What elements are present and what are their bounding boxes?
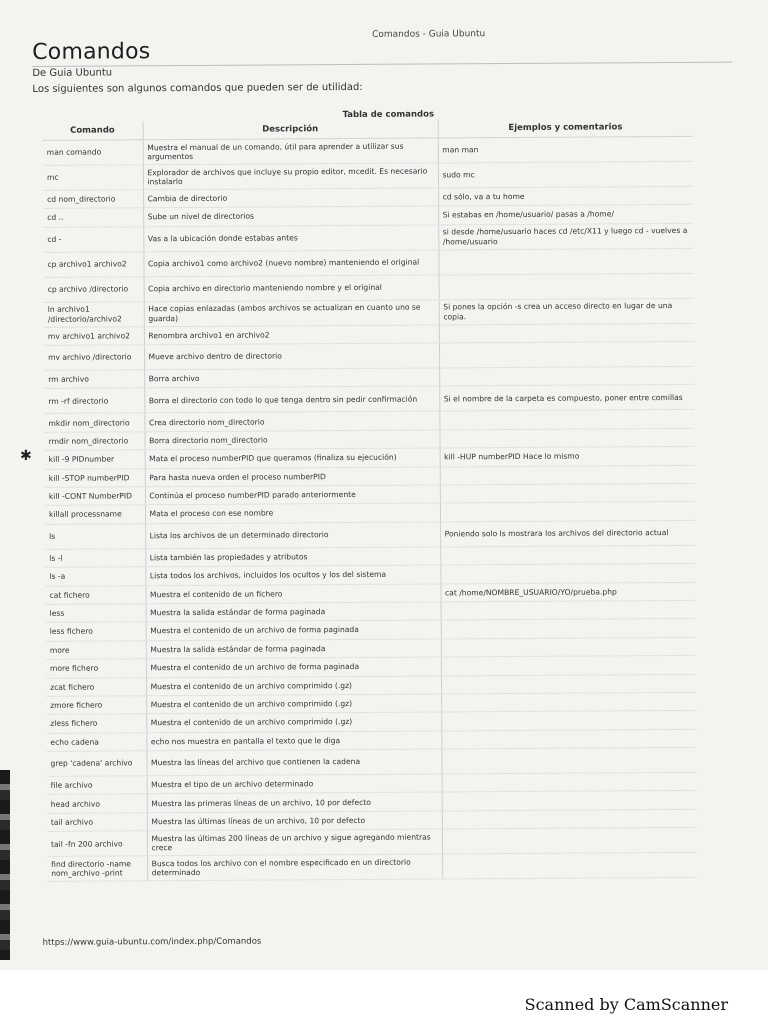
cell-comment: cat /home/NOMBRE_USUARIO/YO/prueba.php [440, 582, 695, 602]
cell-comment [439, 428, 694, 448]
cell-description: Muestra las primeras líneas de un archivo, 10 por defecto [147, 792, 442, 812]
cell-comment [441, 637, 696, 657]
cell-comment [441, 692, 696, 712]
cell-description: Sube un nivel de directorios [143, 206, 438, 226]
cell-command: grep 'cadena' archivo [46, 751, 146, 777]
running-header: Comandos - Guia Ubuntu [372, 29, 486, 40]
cell-command: cp archivo /directorio [44, 276, 144, 302]
cell-comment [439, 366, 694, 386]
cell-command: ls -a [45, 567, 145, 586]
cell-comment: Si el nombre de la carpeta es compuesto, poner entre comillas [439, 385, 694, 412]
cell-comment [439, 410, 694, 430]
cell-description: echo nos muestra en pantalla el texto que le diga [146, 731, 441, 751]
cell-description: Crea directorio nom_directorio [144, 411, 439, 431]
cell-command: head archivo [47, 794, 147, 813]
cell-description: Muestra el tipo de un archivo determinado [147, 774, 442, 794]
cell-command: kill -STOP numberPID [45, 468, 145, 487]
cell-comment [440, 483, 695, 503]
cell-comment [442, 828, 697, 855]
cell-command: ls -l [45, 549, 145, 568]
cell-command: kill -9 PIDnumber [45, 450, 145, 469]
table-body [43, 136, 698, 881]
page-content [22, 18, 753, 967]
cell-description: Muestra las últimas líneas de un archivo, 10 por defecto [147, 811, 442, 831]
cell-command: rm archivo [44, 370, 144, 389]
cell-comment [441, 656, 696, 676]
cell-comment [441, 711, 696, 731]
header-ejemplos: Ejemplos y comentarios [438, 118, 693, 138]
cell-description: Muestra las últimas 200 líneas de un archivo y sigue agregando mientras crece [147, 829, 442, 856]
cell-command: cd - [43, 226, 143, 252]
cell-command: cat fichero [45, 585, 145, 604]
cell-description: Muestra el contenido de un archivo comprimido (.gz) [146, 675, 441, 695]
cell-command: file archivo [47, 776, 147, 795]
cell-comment [441, 729, 696, 749]
cell-description: Muestra el contenido de un archivo de forma paginada [146, 620, 441, 640]
page-subtitle: De Guia Ubuntu [32, 67, 113, 79]
cell-comment: sudo mc [438, 161, 693, 188]
cell-description: Mata el proceso con ese nombre [145, 503, 440, 523]
cell-comment [439, 323, 694, 343]
cell-comment: cd sólo, va a tu home [438, 186, 693, 206]
cell-command: cd nom_directorio [43, 190, 143, 209]
cell-description: Lista los archivos de un determinado directorio [145, 522, 440, 549]
cell-comment [441, 619, 696, 639]
intro-text: Los siguientes son algunos comandos que pueden ser de utilidad: [32, 81, 363, 95]
cell-description: Lista todos los archivos, incluidos los ocultos y los del sistema [145, 565, 440, 585]
cell-description: Borra directorio nom_directorio [145, 430, 440, 450]
cell-description: Mueve archivo dentro de directorio [144, 343, 439, 370]
cell-command: more fichero [46, 659, 146, 678]
cell-command: mc [43, 165, 143, 191]
binding-edge-shadow [0, 770, 10, 960]
cell-command: tail archivo [47, 813, 147, 832]
cell-description: Mata el proceso numberPID que queramos (finaliza su ejecución) [145, 448, 440, 468]
cell-command: rm -rf directorio [44, 388, 144, 414]
cell-comment [439, 273, 694, 300]
cell-description: Copia archivo en directorio manteniendo nombre y el original [144, 275, 439, 302]
source-url: https://www.guia-ubuntu.com/index.php/Comandos [42, 936, 262, 948]
cell-description: Muestra la salida estándar de forma paginada [146, 639, 441, 659]
header-descripcion: Descripción [143, 119, 438, 139]
cell-description: Hace copias enlazadas (ambos archivos se actualizan en cuanto uno se guarda) [144, 300, 439, 327]
cell-comment [438, 248, 693, 275]
cell-command: mkdir nom_directorio [44, 413, 144, 432]
commands-table [43, 118, 698, 882]
cell-description: Para hasta nueva orden el proceso numberPID [145, 467, 440, 487]
cell-comment [442, 809, 697, 829]
cell-command: echo cadena [46, 732, 146, 751]
cell-description: Renombra archivo1 en archivo2 [144, 325, 439, 345]
table-row [47, 853, 697, 882]
cell-comment [440, 545, 695, 565]
cell-description: Muestra el contenido de un archivo de forma paginada [146, 657, 441, 677]
cell-description: Muestra el contenido de un fichero [145, 584, 440, 604]
cell-description: Muestra el manual de un comando, útil para aprender a utilizar sus argumentos [143, 138, 438, 165]
cell-command: find directorio -name nom_archivo -print [47, 856, 147, 882]
cell-command: less [46, 604, 146, 623]
cell-comment [442, 791, 697, 811]
cell-command: more [46, 641, 146, 660]
cell-comment [442, 853, 697, 880]
cell-comment [440, 465, 695, 485]
cell-command: less fichero [46, 622, 146, 641]
cell-comment: Poniendo solo ls mostrara los archivos del directorio actual [440, 520, 695, 547]
cell-description: Borra el directorio con todo lo que tenga dentro sin pedir confirmación [144, 386, 439, 413]
table-caption: Tabla de comandos [342, 109, 435, 121]
cell-description: Explorador de archivos que incluye su propio editor, mcedit. Es necesario instalarlo [143, 163, 438, 190]
cell-comment [441, 747, 696, 774]
cell-command: tail -fn 200 archivo [47, 831, 147, 857]
cell-comment: si desde /home/usuario haces cd /etc/X11 y luego cd - vuelves a /home/usuario [438, 223, 693, 250]
cell-comment: kill -HUP numberPID Hace lo mismo [440, 447, 695, 467]
cell-description: Muestra el contenido de un archivo comprimido (.gz) [146, 712, 441, 732]
cell-command: rmdir nom_directorio [45, 432, 145, 451]
cell-command: zmore fichero [46, 696, 146, 715]
cell-comment [441, 600, 696, 620]
cell-command: mv archivo1 archivo2 [44, 326, 144, 345]
cell-description: Cambia de directorio [143, 188, 438, 208]
cell-comment: Si estabas en /home/usuario/ pasas a /home/ [438, 205, 693, 225]
cell-description: Busca todos los archivo con el nombre especificado en un directorio determinado [147, 854, 442, 881]
cell-command: ln archivo1 /directorio/archivo2 [44, 301, 144, 327]
cell-command: zcat fichero [46, 677, 146, 696]
margin-mark-icon: ✱ [20, 448, 32, 464]
cell-command: mv archivo /directorio [44, 345, 144, 371]
cell-comment [440, 564, 695, 584]
cell-description: Muestra la salida estándar de forma paginada [146, 602, 441, 622]
cell-command: man comando [43, 140, 143, 166]
cell-command: killall processname [45, 505, 145, 524]
cell-description: Lista también las propiedades y atributos [145, 547, 440, 567]
cell-command: zless fichero [46, 714, 146, 733]
cell-comment [439, 341, 694, 368]
cell-command: kill -CONT NumberPID [45, 487, 145, 506]
cell-comment [441, 674, 696, 694]
cell-command: cd .. [43, 208, 143, 227]
cell-description: Borra archivo [144, 368, 439, 388]
scanner-watermark: Scanned by CamScanner [524, 995, 728, 1014]
cell-comment [442, 772, 697, 792]
header-comando: Comando [43, 121, 143, 140]
cell-comment [440, 502, 695, 522]
cell-description: Copia archivo1 como archivo2 (nuevo nombre) manteniendo el original [143, 250, 438, 277]
cell-description: Muestra las líneas del archivo que contienen la cadena [146, 749, 441, 776]
cell-description: Muestra el contenido de un archivo comprimido (.gz) [146, 694, 441, 714]
cell-description: Continúa el proceso numberPID parado anteriormente [145, 485, 440, 505]
cell-description: Vas a la ubicación donde estabas antes [143, 225, 438, 252]
cell-command: cp archivo1 archivo2 [43, 251, 143, 277]
cell-command: ls [45, 524, 145, 550]
cell-comment: man man [438, 136, 693, 163]
cell-comment: Si pones la opción -s crea un acceso directo en lugar de una copia. [439, 298, 694, 325]
page-title: Comandos [32, 39, 151, 65]
